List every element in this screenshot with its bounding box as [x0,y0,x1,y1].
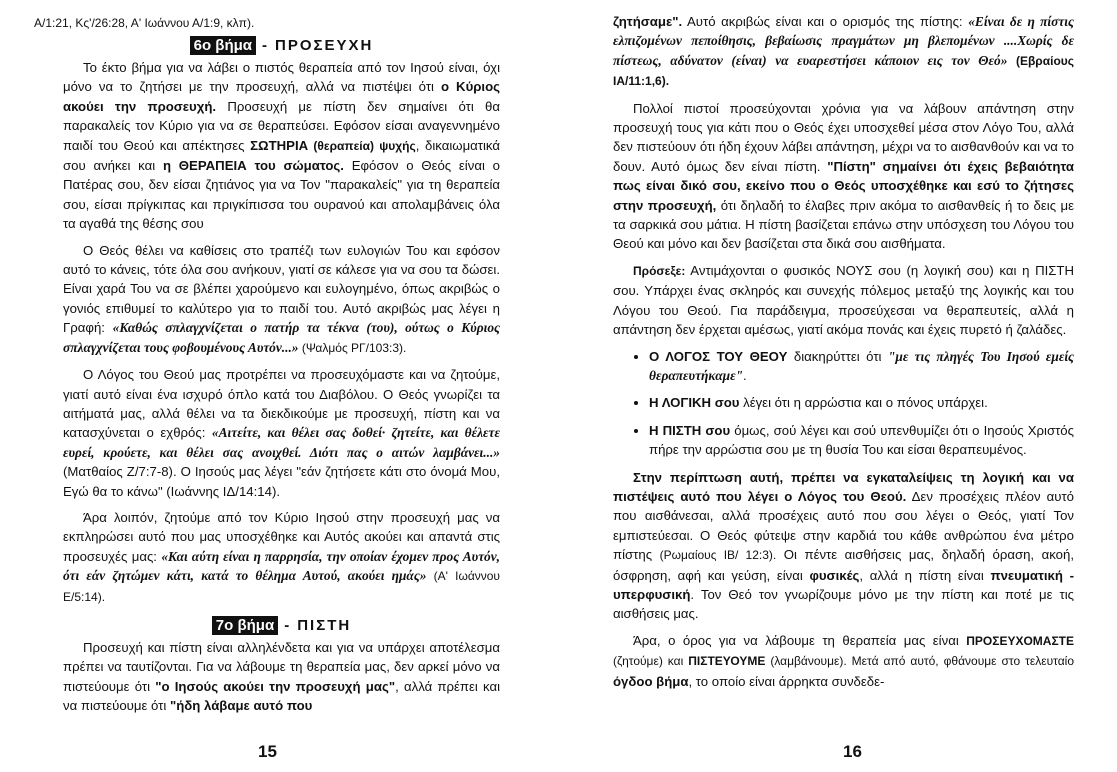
paragraph: Πολλοί πιστοί προσεύχονται χρόνια για να λάβουν απάντηση στην προσευχή τους για κάτι που ο Θεός έχει υποσχεθεί μέσα στον Λόγο Του, αλλά δεν πιστεύουν ότι ήδη έχουν λάβει απάντηση, μέχρι να το αισθανθούν και να το δουν. Αυτό όμως δεν είναι πίστη. "Πίστη" σημαίνει ότι έχεις βεβαιότητα πως είναι δικό σου, εκείνο που ο Θεός υποσχέθηκε και εσύ το ζήτησες στην προσευχή, ότι δηλαδή το έλαβες πριν ακόμα το αισθανθείς ή το δεις με τα σαρκικά σου μάτια. Η πίστη βασίζεται επάνω στην υπόσχεση του Λόγου του Θεού και μόνο και δεν βασίζεται στα δικά σου αισθήματα. [613,100,1074,252]
paragraph: ζητήσαμε". Αυτό ακριβώς είναι και ο ορισμός της πίστης: «Είναι δε η πίστις ελπιζομένων πεποίθησις, βεβαίωσις πραγμάτων μη βλεπομένων ....Χωρίς δε πίστεως, αδύνατον (είναι) να ευαρεστήσει κάποιον εις τον Θεό» (Εβραίους ΙΑ/11:1,6). [613,14,1074,89]
page-number: 16 [843,742,862,761]
step6-label: 6ο βήμα [190,36,256,55]
top-reference: Α/1:21, Κς'/26:28, Α' Ιωάννου Α/1:9, κλπ). [34,16,255,30]
page-number: 15 [258,742,277,761]
step7-title: ΠΙΣΤΗ [297,616,352,634]
paragraph: Προσευχή και πίστη είναι αλληλένδετα και για να υπάρχει αποτέλεσμα πρέπει να ταυτίζονται. Για να λάβουμε τη θεραπεία μας, δεν αρκεί μόνο να πιστεύουμε ότι "ο Ιησούς ακούει την προσευχή μας", αλλά πρέπει και να πιστεύουμε ότι "ήδη λάβαμε αυτό που [63,639,501,714]
scripture-quote: «Αιτείτε, και θέλει σας δοθεί· ζητείτε, και θέλετε ευρεί, κρούετε, και θέλει σας ανοιχθεί. Διότι πας ο αιτών λαμβάνει...» [63,425,500,460]
paragraph: Ο Θεός θέλει να καθίσεις στο τραπέζι των ευλογιών Του και εφόσον αυτό το κάνεις, τότε όλα σου ανήκουν, γιατί σε κάλεσε για να σου τα δώσει. Είναι χαρά Του να σε βλέπει χαρούμενο και ευλογημένο, όπως ακριβώς ο γονιός επιθυμεί το καλύτερο για το παιδί του. Αυτό ακριβώς μας λέγει η Γραφή: «Καθώς σπλαγχνίζεται ο πατήρ τα τέκνα (του), ούτως ο Κύριος σπλαγχνίζεται τους φοβουμένους Αυτόν...» (Ψαλμός ΡΓ/103:3). [63,242,500,355]
paragraph: Το έκτο βήμα για να λάβει ο πιστός θεραπεία από τον Ιησού είναι, όχι μόνο να το ζητήσει με την προσευχή, αλλά να πιστέψει ότι ο Κύριος ακούει την προσευχή. Προσευχή με πίστη δεν σημαίνει ότι θα παρακαλείς τον Κύριο για να σε θεραπεύσει. Εφόσον είσαι αναγεννημένο παιδί του Θεού και απέκτησες ΣΩΤΗΡΙΑ (θεραπεία) ψυχής, δικαιωματικά σου ανήκει και η ΘΕΡΑΠΕΙΑ του σώματος. Εφόσον ο Θεός είναι ο Πατέρας σου, δεν είσαι ζητιάνος για να Τον "παρακαλείς" για τη θεραπεία σου, είσαι πρίγκιπας και πριγκίπισσα του ουρανού και απολαμβάνεις όλα τα αγαθά της θέσης σου [63,60,500,232]
note-label: Πρόσεξε: [633,263,686,278]
scripture-quote: «Είναι δε η πίστις ελπιζομένων πεποίθησις, βεβαίωσις πραγμάτων μη βλεπομένων ....Χωρίς δε πίστεως, αδύνατον (είναι) να ευαρεστήσει κάποιον εις τον Θεό» [613,14,1074,68]
paragraph: Στην περίπτωση αυτή, πρέπει να εγκαταλείψεις τη λογική και να πιστέψεις αυτό που λέγει ο Λόγος του Θεού. Δεν προσέχεις πλέον αυτό που αισθάνεσαι, αλλά προσέχεις αυτό που σου λέγει ο Θεός, γιατί Τον εμπιστεύεσαι. Ο Θεός φύτεψε στην καρδιά του κάθε ανθρώπου ένα μέτρο πίστης (Ρωμαίους ΙΒ/ 12:3). Οι πέντε αισθήσεις μας, δηλαδή όραση, ακοή, όσφρηση, αφή και γεύση, είναι φυσικές, αλλά η πίστη είναι πνευματική - υπερφυσική. Τον Θεό τον γνωρίζουμε μόνο με την πίστη και ποτέ με τις αισθήσεις μας. [613,469,1074,622]
scripture-quote: «Καθώς σπλαγχνίζεται ο πατήρ τα τέκνα (του), ούτως ο Κύριος σπλαγχνίζεται τους φοβουμένους Αυτόν...» [63,320,500,355]
list-item: • Ο ΛΟΓΟΣ ΤΟΥ ΘΕΟΥ διακηρύττει ότι "με τις πληγές Του Ιησού εμείς θεραπευτήκαμε". [649,347,1074,386]
left-page [0,0,558,772]
paragraph: Άρα, ο όρος για να λάβουμε τη θεραπεία μας είναι ΠΡΟΣΕΥΧΟΜΑΣΤΕ (ζητούμε) και ΠΙΣΤΕΥΟΥΜΕ (λαμβάνουμε). Μετά από αυτό, φθάνουμε στο τελευταίο όγδοο βήμα, το οποίο είναι άρρηκτα συνδεδε- [613,632,1074,689]
right-page [558,0,1117,772]
scripture-quote: «Και αύτη είναι η παρρησία, την οποίαν έχομεν προς Αυτόν, ότι εάν ζητώμεν κάτι, κατά το θέλημα Αυτού, ακούει ημάς» [63,548,500,584]
paragraph: Ο Λόγος του Θεού μας προτρέπει να προσευχόμαστε και να ζητούμε, γιατί αυτό είναι ένα ισχυρό όπλο κατά του Διαβόλου. Ο Θεός γνωρίζει τα αιτήματά μας, αλλά θέλει να τα διεκδικούμε με προσευχή, πίστη και να κατασχύνεται ο εχθρός: «Αιτείτε, και θέλει σας δοθεί· ζητείτε, και θέλετε ευρεί, κρούετε, και θέλει σας ανοιχθεί. Διότι πας ο αιτών λαμβάνει...» (Ματθαίος Ζ/7:7-8). Ο Ιησούς μας λέγει "εάν ζητήσετε κάτι στο όνομά Μου, Εγώ θα το κάνω" (Ιωάννης ΙΔ/14:14). [63,367,500,499]
step6-heading: 6ο βήμα - ΠΡΟΣΕΥΧΗ [63,34,500,58]
bullet-list [613,347,1074,460]
step7-heading: 7ο βήμα - ΠΙΣΤΗ [63,614,500,638]
paragraph: Πρόσεξε: Αντιμάχονται ο φυσικός ΝΟΥΣ σου (η λογική σου) και η ΠΙΣΤΗ σου. Υπάρχει ένας σκληρός και συνεχής πόλεμος μεταξύ της λογικής και του Λόγου του Θεού. Για παράδειγμα, προσεύχεσαι να θεραπευτείς, αλλά η απάντηση δεν έρχεται αμέσως, γιατί ακόμα πονάς και έχεις πυρετό ή ζαλάδες. [613,262,1074,338]
list-item: • Η ΠΙΣΤΗ σου όμως, σού λέγει και σού υπενθυμίζει ότι ο Ιησούς Χριστός πήρε την αρρώστια σου με τη θυσία Του και είσαι θεραπευμένος. [649,421,1074,460]
paragraph: Άρα λοιπόν, ζητούμε από τον Κύριο Ιησού στην προσευχή μας να εκπληρώσει αυτό που μας υποσχέθηκε και Αυτός ακούει και απαντά στις προσευχές μας: «Και αύτη είναι η παρρησία, την οποίαν έχομεν προς Αυτόν, ότι εάν ζητώμεν κάτι, κατά το θέλημα Αυτού, ακούει ημάς» (Α' Ιωάννου Ε/5:14). [63,509,500,604]
list-item: • Η ΛΟΓΙΚΗ σου λέγει ότι η αρρώστια και ο πόνος υπάρχει. [649,393,1074,412]
step6-title: ΠΡΟΣΕΥΧΗ [275,37,374,54]
step7-label: 7ο βήμα [212,616,278,635]
